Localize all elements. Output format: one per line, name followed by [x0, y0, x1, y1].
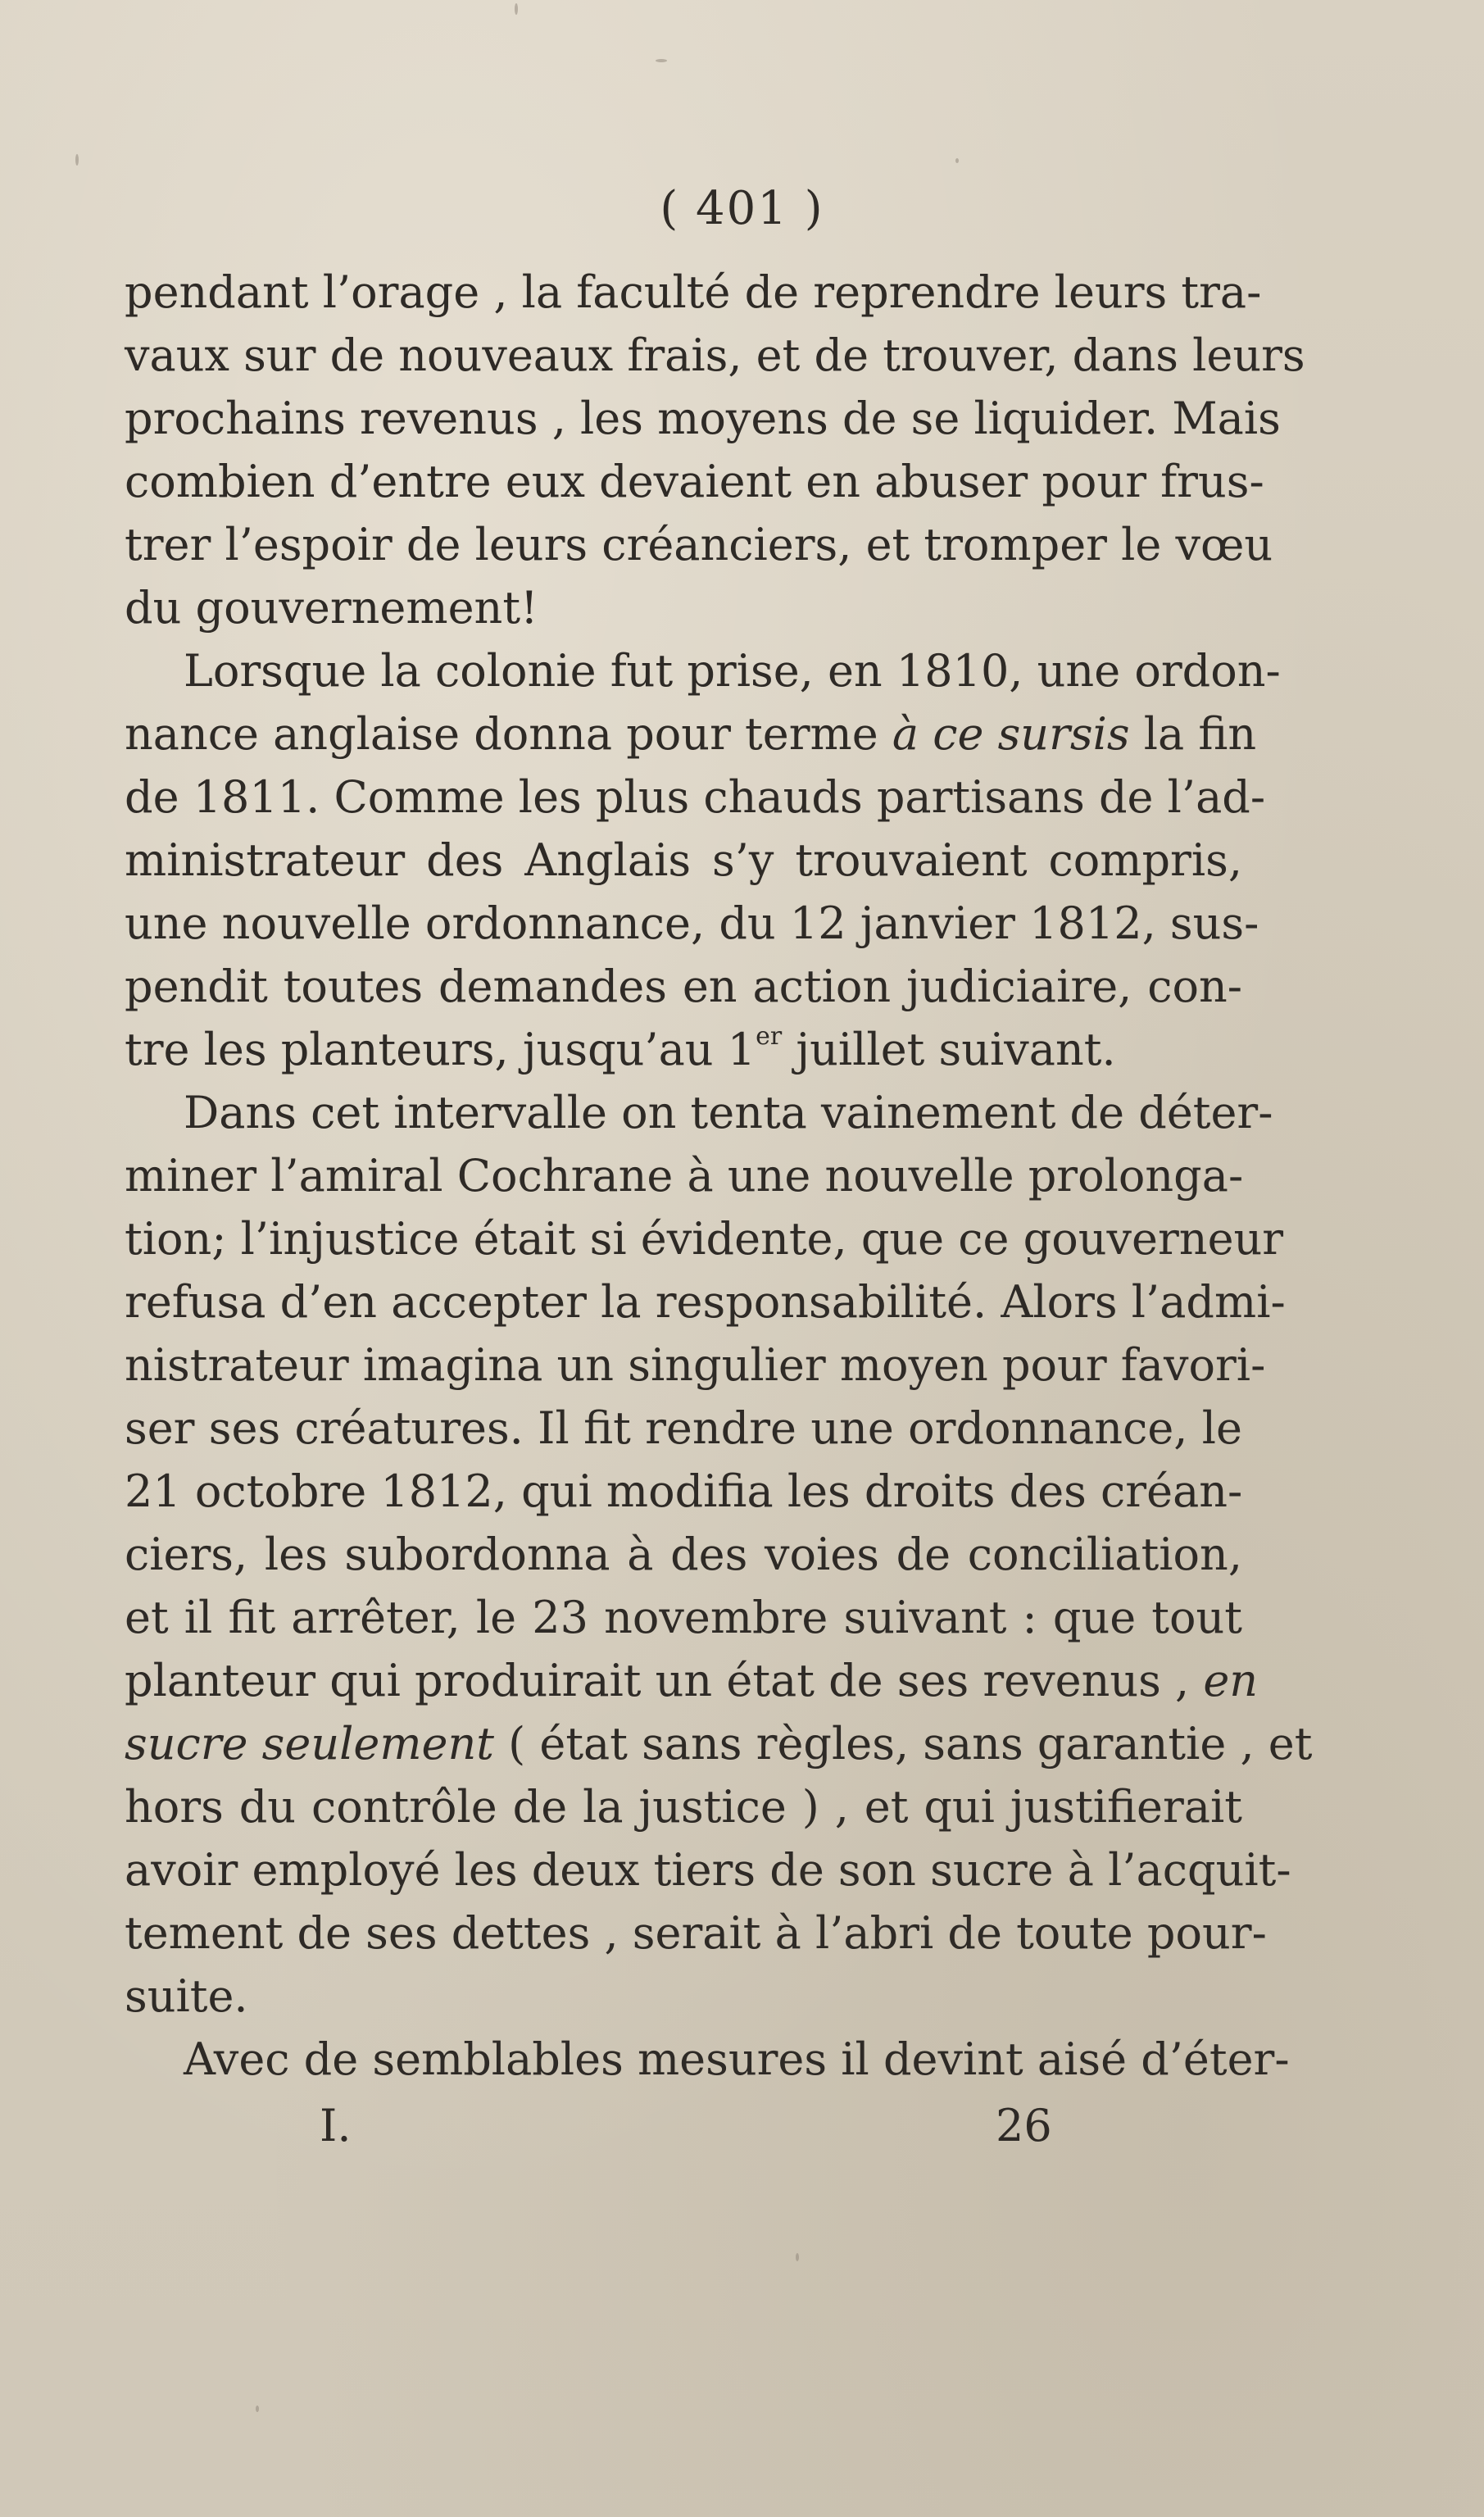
text-line: une nouvelle ordonnance, du 12 janvier 1812, sus- [125, 897, 1259, 949]
text-line: et il fit arrêter, le 23 novembre suivant : que tout [125, 1592, 1242, 1643]
paragraph-4 [125, 2028, 1290, 2091]
text-segment: planteur qui produirait un état de ses revenus , [125, 1655, 1204, 1706]
text-line: Lorsque la colonie fut prise, en 1810, une ordon- [184, 645, 1281, 697]
text-line: ser ses créatures. Il fit rendre une ordonnance, le [125, 1402, 1242, 1454]
italic-phrase: en [1203, 1655, 1259, 1706]
paper-speck [656, 59, 667, 62]
text-segment: nance anglaise donna pour terme [125, 708, 892, 760]
superscript: er [756, 1022, 783, 1051]
text-segment: tre les planteurs, jusqu’au 1 [125, 1024, 756, 1075]
text-line: hors du contrôle de la justice ) , et qui justifierait [125, 1781, 1242, 1833]
text-line: nistrateur imagina un singulier moyen pour favori- [125, 1339, 1266, 1391]
text-segment: ( état sans règles, sans garantie , et [493, 1718, 1313, 1770]
text-line: trer l’espoir de leurs créanciers, et tromper le vœu [125, 519, 1273, 570]
text-line: prochains revenus , les moyens de se liquider. Mais [125, 393, 1281, 444]
text-line: pendit toutes demandes en action judiciaire, con- [125, 961, 1242, 1012]
paragraph-1 [125, 261, 1305, 639]
paper-speck [515, 3, 518, 15]
paper-speck [75, 154, 79, 166]
paper-speck [955, 158, 959, 163]
running-head-page-number: ( 401 ) [660, 182, 824, 235]
text-line: suite. [125, 1970, 248, 2022]
text-line: 21 octobre 1812, qui modifia les droits des créan- [125, 1465, 1243, 1517]
text-segment: juillet suivant. [782, 1024, 1116, 1075]
text-line: du gouvernement! [125, 582, 538, 634]
text-line [125, 1649, 1259, 1712]
italic-phrase: sucre seulement [125, 1718, 494, 1770]
text-line [125, 1018, 1242, 1081]
text-line: tement de ses dettes , serait à l’abri de toute pour- [125, 1907, 1267, 1959]
text-line: vaux sur de nouveaux frais, et de trouver, dans leurs [125, 329, 1305, 381]
text-line: miner l’amiral Cochrane à une nouvelle prolonga- [125, 1150, 1244, 1202]
signature-mark: I. [320, 2100, 352, 2151]
text-line: combien d’entre eux devaient en abuser pour frus- [125, 456, 1264, 507]
text-line: Avec de semblables mesures il devint aisé d’éter- [184, 2033, 1290, 2085]
paragraph-2 [125, 639, 1281, 1081]
text-line: refusa d’en accepter la responsabilité. Alors l’admi- [125, 1276, 1286, 1328]
text-line [125, 1712, 1313, 1775]
paragraph-3 [125, 1081, 1313, 2028]
italic-phrase: à ce sursis [892, 708, 1130, 760]
text-line [125, 702, 1257, 766]
text-line: Dans cet intervalle on tenta vainement de déter- [184, 1087, 1273, 1138]
text-line: ministrateur des Anglais s’y trouvaient compris, [125, 834, 1242, 886]
text-line: de 1811. Comme les plus chauds partisans de l’ad- [125, 771, 1266, 823]
paper-speck [256, 2406, 259, 2412]
text-line: ciers, les subordonna à des voies de conciliation, [125, 1529, 1242, 1580]
text-line: pendant l’orage , la faculté de reprendre leurs tra- [125, 266, 1262, 318]
text-line: tion; l’injustice était si évidente, que ce gouverneur [125, 1213, 1284, 1265]
paper-speck [796, 2253, 799, 2261]
body-text [125, 261, 1313, 2091]
folio-number: 26 [996, 2100, 1052, 2151]
page-footer [0, 2093, 1484, 2159]
text-line: avoir employé les deux tiers de son sucre à l’acquit- [125, 1844, 1291, 1896]
text-segment: la fin [1129, 708, 1257, 760]
